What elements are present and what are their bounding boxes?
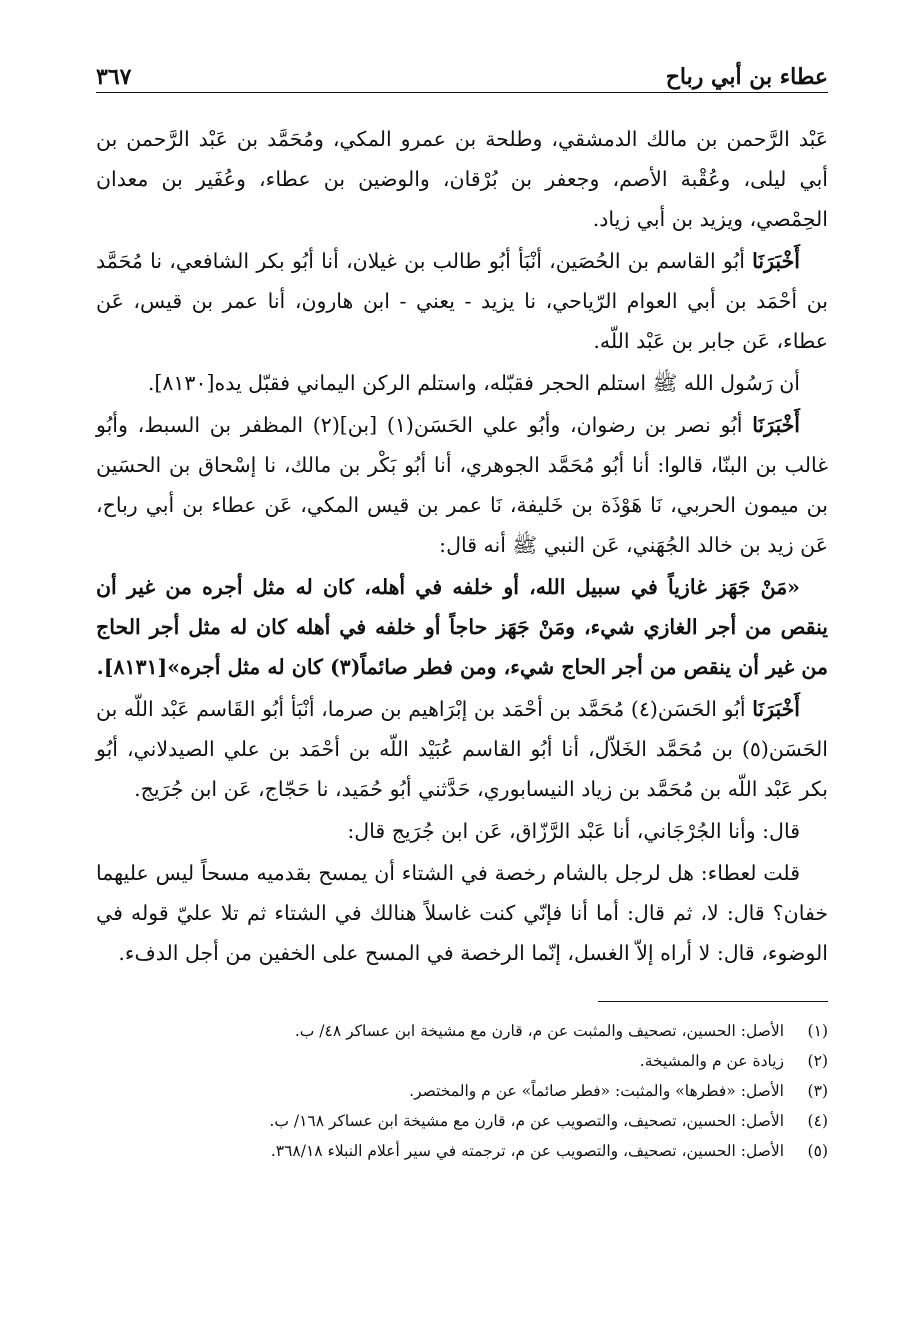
akhbarana-keyword: أَخْبَرَنَا	[752, 249, 800, 273]
paragraph-8	[96, 853, 828, 973]
running-title: عطاء بن أبي رباح	[665, 64, 828, 90]
paragraph-4	[96, 405, 828, 565]
footnote	[96, 1016, 828, 1046]
footnote-text: الأصل: الحسين، تصحيف، والتصويب عن م، ترجمته في سير أعلام النبلاء ٣٦٨/١٨.	[270, 1142, 784, 1160]
akhbarana-keyword: أَخْبَرَنَا	[752, 697, 801, 721]
page-body	[96, 119, 828, 973]
footnote	[96, 1136, 828, 1166]
footnote-text: الأصل: الحسين، تصحيف، والتصويب عن م، قارن مع مشيخة ابن عساكر ١٦٨/ ب.	[269, 1112, 784, 1130]
paragraph-text: قلت لعطاء: هل لرجل بالشام رخصة في الشتاء أن يمسح بقدميه مسحاً ليس عليهما خفان؟ قال: لا، ثم قال: أما أنا فإنّي كنت غاسلاً هنالك في الشتاء ثم تلا عليّ قوله في الوضوء، قال: لا أراه إلاّ الغسل، إنّما الرخصة في المسح على الخفين من أجل الدفء.	[96, 861, 828, 965]
paragraph-text: عَبْد الرَّحمن بن مالك الدمشقي، وطلحة بن عمرو المكي، ومُحَمَّد بن عَبْد الرَّحمن بن أبي ليلى، وعُقْبة الأصم، وجعفر بن بُرْقان، والوضين بن عطاء، وعُفَير بن معدان الحِمْصي، ويزيد بن أبي زياد.	[96, 127, 828, 231]
akhbarana-keyword: أَخْبَرَنَا	[752, 413, 801, 437]
paragraph-7	[96, 811, 828, 851]
footnotes	[96, 1016, 828, 1166]
paragraph-text: قال: وأنا الجُرْجَاني، أنا عَبْد الرَّزّاق، عَن ابن جُرَيج قال:	[347, 819, 800, 843]
paragraph-text: أن رَسُول الله ﷺ استلم الحجر فقبّله، واستلم الركن اليماني فقبّل يده[٨١٣٠].	[147, 371, 800, 395]
paragraph-text: «مَنْ جَهَز غازياً في سبيل الله، أو خلفه في أهله، كان له مثل أجره من غير أن ينقص من أجر الغازي شيء، ومَنْ جَهَز حاجاً أو خلفه في أهله كان له مثل أجر الحاج من غير أن ينقص من أجر الحاج شيء، ومن فطر صائماً(٣) كان له مثل أجره»[٨١٣١].	[96, 575, 828, 679]
footnote-number: (١)	[807, 1022, 828, 1040]
paragraph-6	[96, 689, 828, 809]
footnote-divider	[598, 1001, 828, 1002]
footnote-number: (٢)	[807, 1052, 828, 1070]
footnote	[96, 1106, 828, 1136]
footnote-text: الأصل: «فطرها» والمثبت: «فطر صائماً» عن م والمختصر.	[409, 1082, 784, 1100]
paragraph-text: أبُو نصر بن رضوان، وأبُو علي الحَسَن(١) [بن](٢) المظفر بن السبط، وأبُو غالب بن البنّا، قالوا: أنا أبُو مُحَمَّد الجوهري، أنا أبُو بَكْر بن مالك، نا إسْحاق بن الحسَين بن ميمون الحربي، نَا هَوْذَة بن خَليفة، نَا عمر بن قيس المكي، عَن عطاء بن أبي رباح، عَن زيد بن خالد الجُهَني، عَن النبي ﷺ أنه قال:	[96, 413, 828, 557]
footnote	[96, 1046, 828, 1076]
footnote-text: زيادة عن م والمشيخة.	[639, 1052, 784, 1070]
footnote	[96, 1076, 828, 1106]
footnote-text: الأصل: الحسين، تصحيف والمثبت عن م، قارن مع مشيخة ابن عساكر ٤٨/ ب.	[294, 1022, 784, 1040]
hadith-text	[96, 567, 828, 687]
paragraph-text: أبُو القاسم بن الحُصَين، أنْبَأ أبُو طالب بن غيلان، أنا أبُو بكر الشافعي، نا مُحَمَّد بن أحْمَد بن أبي العوام الرّياحي، نا يزيد - يعني - ابن هارون، أنا عمر بن قيس، عَن عطاء، عَن جابر بن عَبْد اللّه.	[96, 249, 828, 353]
page-header	[96, 56, 828, 93]
footnote-number: (٥)	[807, 1142, 828, 1160]
footnote-number: (٣)	[807, 1082, 828, 1100]
footnote-number: (٤)	[807, 1112, 828, 1130]
paragraph-text: أبُو الحَسَن(٤) مُحَمَّد بن أحْمَد بن إبْرَاهيم بن صرما، أنْبَأ أبُو القَاسم عَبْد اللّه بن الحَسَن(٥) بن مُحَمَّد الخَلاّل، أنا أبُو القاسم عُبَيْد اللّه بن أحْمَد بن علي الصيدلاني، أبُو بكر عَبْد اللّه بن مُحَمَّد بن زياد النيسابوري، حَدَّثني أبُو حُمَيد، نا حَجّاج، عَن ابن جُرَيج.	[96, 697, 828, 801]
paragraph-3	[96, 363, 828, 403]
paragraph-2	[96, 241, 828, 361]
page-number: ٣٦٧	[96, 64, 132, 90]
paragraph-1	[96, 119, 828, 239]
